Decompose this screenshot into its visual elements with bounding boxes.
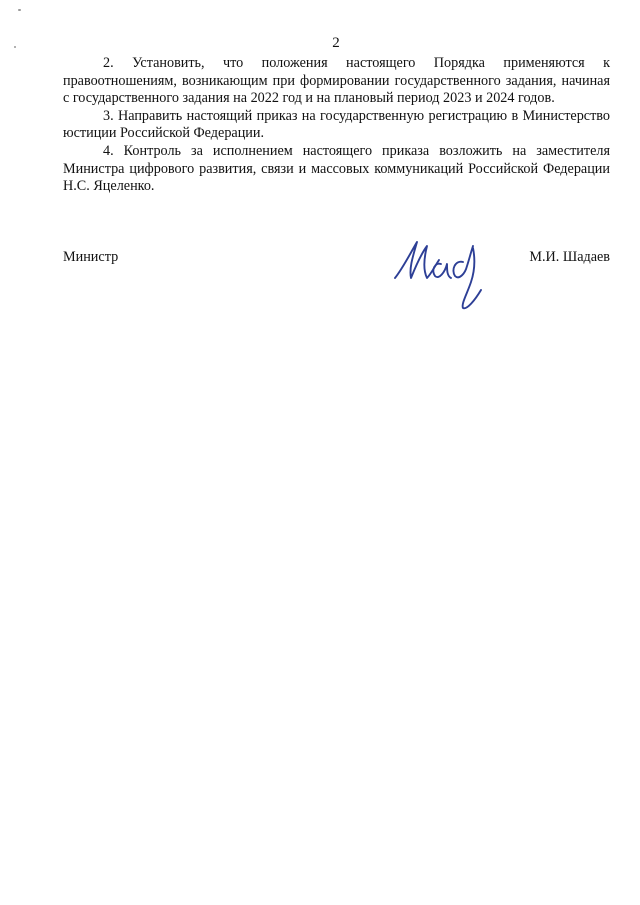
page-number: 2: [332, 35, 340, 51]
paragraph-item-3: 3. Направить настоящий приказ на государственную регистрацию в Министерство юстиции Российской Федерации.: [63, 107, 610, 142]
paragraph-item-4: 4. Контроль за исполнением настоящего приказа возложить на заместителя Министра цифрового развития, связи и массовых коммуникаций Российской Федерации Н.С. Яцеленко.: [63, 142, 610, 195]
handwritten-signature: [391, 238, 511, 313]
signature-block: [63, 238, 610, 318]
document-body: [63, 55, 610, 196]
signatory-name: М.И. Шадаев: [529, 249, 610, 265]
scan-speck: [18, 9, 21, 11]
signatory-title: Министр: [63, 249, 119, 265]
paragraph-item-2: 2. Установить, что положения настоящего Порядка применяются к правоотношениям, возникающим при формировании государственного задания, начиная с государственного задания на 2022 год и на плановый период 2023 и 2024 годов.: [63, 55, 610, 107]
